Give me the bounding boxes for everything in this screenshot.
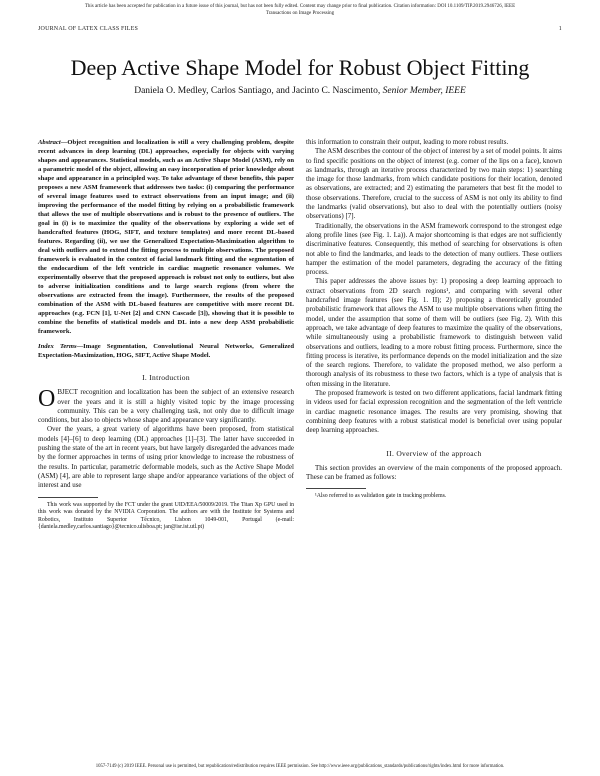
section-heading-overview: II. Overview of the approach xyxy=(386,448,482,458)
intro-paragraph-5: Traditionally, the observations in the ASM framework correspond to the strongest edge along profile lines (see Fig. 1. I.a)). A major shortcoming is that edges are not sufficiently discriminative features. Consequently, this method of searching for observations is often not able to find the landmarks, and leads to the detection of many outliers. These outliers hamper the estimation of the model parameters, degrading the accuracy of the fitting process. xyxy=(306,221,562,277)
intro-paragraph-4: The ASM describes the contour of the object of interest by a set of model points. It aims to find specific positions on the object of interest (e.g. corner of the lips on a face), known as landmarks, through an iterative process characterized by two main steps: 1) searching the image for those landmarks, from which candidate positions for their location, denoted as observations, are extracted; and 2) estimating the parameters that best fit the model to those observations. Therefore, crucial to the success of ASM is not only its ability to find the landmarks (valid observations), but also to deal with the potentially outliers (noisy observations) [7]. xyxy=(306,147,562,221)
acceptance-banner xyxy=(0,3,600,17)
author-line xyxy=(0,86,600,96)
banner-line-2: Transactions on Image Processing xyxy=(265,11,335,16)
drop-cap: O xyxy=(38,386,56,413)
funding-footnote: This work was supported by the FCT under the grant UID/EEA/50009/2019. The Titan Xp GPU used in this work was donated by the NVIDIA Corporation. The authors are with the Institute for Systems and Robotics, Instituto Superior Técnico, Lisbon 1049-001, Portugal (e-mail: {daniela.medley,carlos.santiago}@tecnico.ulisboa.pt; jan@isr.ist.utl.pt) xyxy=(38,501,294,531)
abstract-label: Abstract xyxy=(38,139,61,146)
intro-paragraph-6: This paper addresses the above issues by: 1) proposing a deep learning approach to extract observations from 2D search regions¹, and comparing with several other handcrafted image features (see Fig. 1. II); 2) proposing a theoretically grounded probabilistic framework that allows the ASM to use multiple observations when fitting the model, under the assumption that some of them will be outliers (see Fig. 2). With this approach, we take advantage of deep features to maximize the quality of the observations, while simultaneously using a probabilistic framework to distinguish between valid observations and outliers, leading to a more robust fitting process. Furthermore, since the fitting process is iterative, its performance depends on the model initialization and the size of the search regions. Therefore, to validate the proposed method, we also perform a thorough analysis of its robustness to these two factors, which is a type of analysis that is often missing in the literature. xyxy=(306,277,562,388)
index-terms xyxy=(38,342,294,360)
intro-paragraph-1-text: BJECT recognition and localization has been the subject of an extensive research over the years and it is still a highly visited topic by the image processing community. This can be a very challenging task, not only due to difficult image conditions, but also to objects whose shape and appearance vary significantly. xyxy=(38,388,294,425)
author-role: Senior Member, IEEE xyxy=(382,86,466,96)
banner-line-1: This article has been accepted for publication in a future issue of this journal, but has not been fully edited. Content may change prior to final publication. Citation information: DOI 10.1109/TIP.2019.2946726, IEEE xyxy=(84,4,516,9)
running-head xyxy=(38,26,562,32)
intro-paragraph-1 xyxy=(38,388,294,425)
footnote-divider-2 xyxy=(306,488,366,489)
search-region-footnote: ¹Also referred to as validation gate in tracking problems. xyxy=(315,493,447,500)
paper-title: Deep Active Shape Model for Robust Object Fitting xyxy=(70,55,530,80)
overview-paragraph-1: This section provides an overview of the main components of the proposed approach. These can be framed as follows: xyxy=(306,463,562,482)
right-column xyxy=(306,138,562,501)
footnote-divider xyxy=(38,497,98,498)
section-heading-introduction: I. Introduction xyxy=(142,373,190,382)
index-terms-text: —Image Segmentation, Convolutional Neural Networks, Generalized Expectation-Maximization, HOG, SIFT, Active Shape Model. xyxy=(38,343,294,359)
author-names: Daniela O. Medley, Carlos Santiago, and Jacinto C. Nascimento, xyxy=(134,86,381,96)
left-column xyxy=(38,138,294,532)
intro-paragraph-2: Over the years, a great variety of algorithms have been proposed, from statistical models [4]–[6] to deep learning (DL) approaches [1]–[3]. The latter have succeeded in pushing the state of the art in recent years, but have largely disregarded the advances made by the former approaches in terms of using prior knowledge to increase the robustness of the results. In particular, parametric deformable models, such as the Active Shape Model (ASM) [4], are able to represent large shape and/or appearance variations of the object of interest and use xyxy=(38,425,294,490)
page-number: 1 xyxy=(558,26,562,32)
intro-paragraph-7: The proposed framework is tested on two different applications, facial landmark fitting in videos used for facial expression recognition and the segmentation of the left ventricle in cardiac magnetic resonance images. The results are very promising, showing that combining deep features with a robust statistical model is beneficial over using popular deep learning approaches. xyxy=(306,389,562,435)
abstract xyxy=(38,138,294,336)
copyright-line: 1057-7149 (c) 2019 IEEE. Personal use is permitted, but republication/redistribution requires IEEE permission. See http://www.ieee.org/publications_standards/publications/rights/index.html for more information. xyxy=(95,764,505,769)
abstract-text: —Object recognition and localization is still a very challenging problem, despite recent advances in deep learning (DL) approaches, especially for objects with varying shapes and appearances. Statistical models, such as an Active Shape Model (ASM), rely on a parametric model of the object, allowing an easy incorporation of prior knowledge about shape and appearance in a principled way. To take advantage of these benefits, this paper proposes a new ASM framework that addresses two tasks: (i) comparing the performance of several image features used to extract observations from an input image; and (ii) improving the performance of the model fitting by relying on a probabilistic framework that allows the use of multiple observations and is robust to the presence of outliers. The goal in (i) is to maximize the quality of the observations by exploring a wide set of handcrafted features (HOG, SIFT, and texture templates) and more recent DL-based features. Regarding (ii), we use the Generalized Expectation-Maximization algorithm to deal with outliers and to extend the fitting process to multiple observations. The proposed framework is evaluated in the context of facial landmark fitting and the segmentation of the endocardium of the left ventricle in cardiac magnetic resonance volumes. We experimentally observe that the proposed approach is robust not only to outliers, but also to adverse initialization conditions and to large search regions (from where the observations are extracted from the image). Furthermore, the results of the proposed combination of the ASM with DL-based features are competitive with more recent DL approaches (e.g. FCN [1], U-Net [2] and CNN Cascade [3]), showing that it is possible to combine the benefits of statistical models and DL into a new deep ASM probabilistic framework. xyxy=(38,139,294,335)
journal-name: JOURNAL OF LATEX CLASS FILES xyxy=(38,26,139,32)
intro-paragraph-3: this information to constrain their output, leading to more robust results. xyxy=(306,138,509,146)
index-terms-label: Index Terms xyxy=(38,343,77,350)
